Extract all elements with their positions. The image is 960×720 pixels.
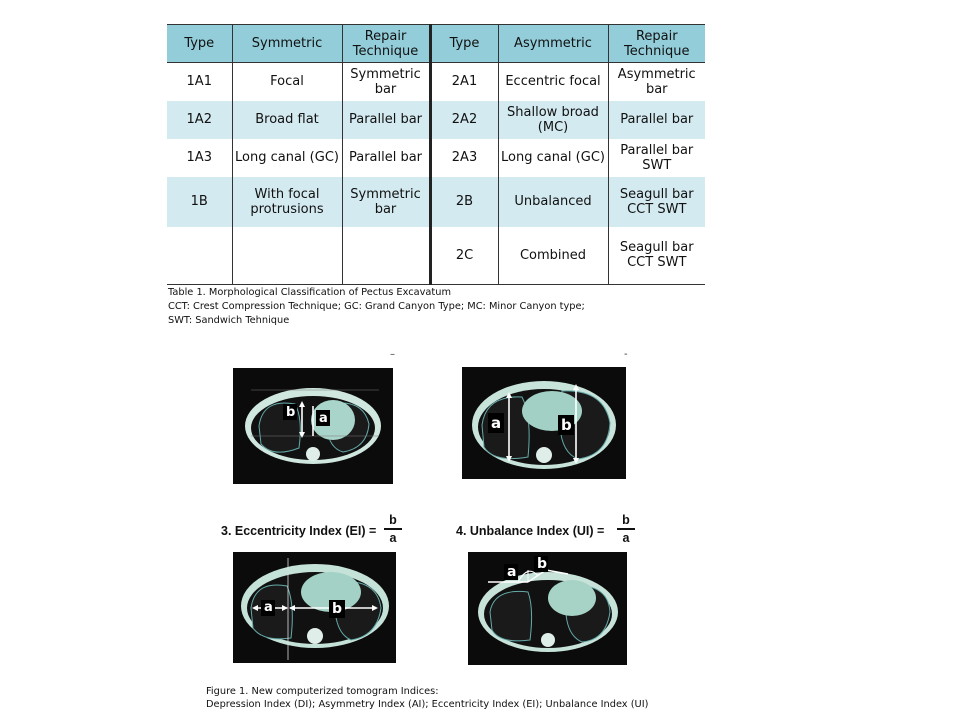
table-caption-title: Table 1. Morphological Classification of Pectus Excavatum bbox=[168, 287, 452, 298]
unbalance-fraction bbox=[617, 513, 635, 545]
eccentricity-fraction bbox=[384, 513, 402, 545]
table-row bbox=[167, 101, 705, 139]
table-cell: Parallel bar SWT bbox=[608, 139, 705, 177]
label-b: b bbox=[332, 601, 343, 617]
table-cell bbox=[232, 227, 342, 285]
table-cell bbox=[342, 227, 430, 285]
header-symmetric: Symmetric bbox=[232, 25, 342, 63]
header-repair: Repair Technique bbox=[342, 25, 430, 63]
table-cell: Parallel bar bbox=[342, 101, 430, 139]
table-cell: Eccentric focal bbox=[498, 63, 608, 101]
header-type: Type bbox=[167, 25, 232, 63]
table-cell: Parallel bar bbox=[608, 101, 705, 139]
right-lung bbox=[490, 591, 532, 640]
eccentricity-index-label: 3. Eccentricity Index (EI) = bbox=[221, 524, 377, 538]
crop-mark: - bbox=[624, 349, 628, 360]
label-a: a bbox=[507, 564, 517, 580]
table-cell: 2A2 bbox=[430, 101, 498, 139]
table-cell: With focal protrusions bbox=[232, 177, 342, 227]
table-cell: Combined bbox=[498, 227, 608, 285]
figure-caption-title: Figure 1. New computerized tomogram Indices: bbox=[206, 686, 439, 697]
table-cell: Symmetric bar bbox=[342, 177, 430, 227]
ct-image-asymmetry bbox=[462, 367, 626, 479]
table-cell: Asymmetric bar bbox=[608, 63, 705, 101]
table-header-row bbox=[167, 25, 705, 63]
label-b: b bbox=[286, 405, 296, 420]
label-b: b bbox=[561, 416, 572, 434]
table-row bbox=[167, 63, 705, 101]
fraction-denominator: a bbox=[622, 530, 630, 545]
label-a: a bbox=[319, 411, 328, 426]
fraction-numerator: b bbox=[389, 513, 397, 527]
table-cell: 2B bbox=[430, 177, 498, 227]
table-row bbox=[167, 227, 705, 285]
table-caption-line1: CCT: Crest Compression Technique; GC: Grand Canyon Type; MC: Minor Canyon type; bbox=[168, 301, 585, 312]
label-a: a bbox=[491, 414, 502, 432]
table-cell: Long canal (GC) bbox=[498, 139, 608, 177]
table-cell: Symmetric bar bbox=[342, 63, 430, 101]
table-cell: Unbalanced bbox=[498, 177, 608, 227]
header-type-2: Type bbox=[430, 25, 498, 63]
table-cell: 1A2 bbox=[186, 112, 212, 127]
heart bbox=[548, 580, 596, 616]
fraction-denominator: a bbox=[389, 530, 397, 545]
table-cell: Seagull bar CCT SWT bbox=[608, 177, 705, 227]
table-caption-line2: SWT: Sandwich Tehnique bbox=[168, 315, 290, 326]
table-cell: 2A1 bbox=[430, 63, 498, 101]
table-cell bbox=[167, 227, 232, 285]
ct-image-eccentricity bbox=[233, 552, 396, 663]
table-cell: Seagull bar CCT SWT bbox=[608, 227, 705, 285]
label-a: a bbox=[264, 600, 273, 615]
table-cell: Broad flat bbox=[232, 101, 342, 139]
table-cell: Long canal (GC) bbox=[232, 139, 342, 177]
figure-caption-line1: Depression Index (DI); Asymmetry Index (AI); Eccentricity Index (EI); Unbalance Index (UI) bbox=[206, 699, 649, 710]
ct-image-unbalance bbox=[468, 552, 627, 665]
table-cell: 2C bbox=[430, 227, 498, 285]
header-asymmetric: Asymmetric bbox=[498, 25, 608, 63]
table-cell: 1B bbox=[190, 194, 208, 209]
fraction-numerator: b bbox=[622, 513, 630, 527]
table-row bbox=[167, 177, 705, 227]
table-cell: 1A3 bbox=[186, 150, 212, 165]
header-repair-2: Repair Technique bbox=[608, 25, 705, 63]
table-cell: 1A1 bbox=[186, 74, 212, 90]
classification-table bbox=[167, 24, 705, 285]
table-cell: Shallow broad (MC) bbox=[498, 101, 608, 139]
label-b: b bbox=[537, 556, 548, 572]
table-cell: 2A3 bbox=[430, 139, 498, 177]
table-cell: Focal bbox=[232, 63, 342, 101]
table-row bbox=[167, 139, 705, 177]
table-cell: Parallel bar bbox=[342, 139, 430, 177]
crop-mark: – bbox=[390, 349, 395, 360]
unbalance-index-label: 4. Unbalance Index (UI) = bbox=[456, 524, 605, 538]
ct-image-depression bbox=[233, 368, 393, 484]
